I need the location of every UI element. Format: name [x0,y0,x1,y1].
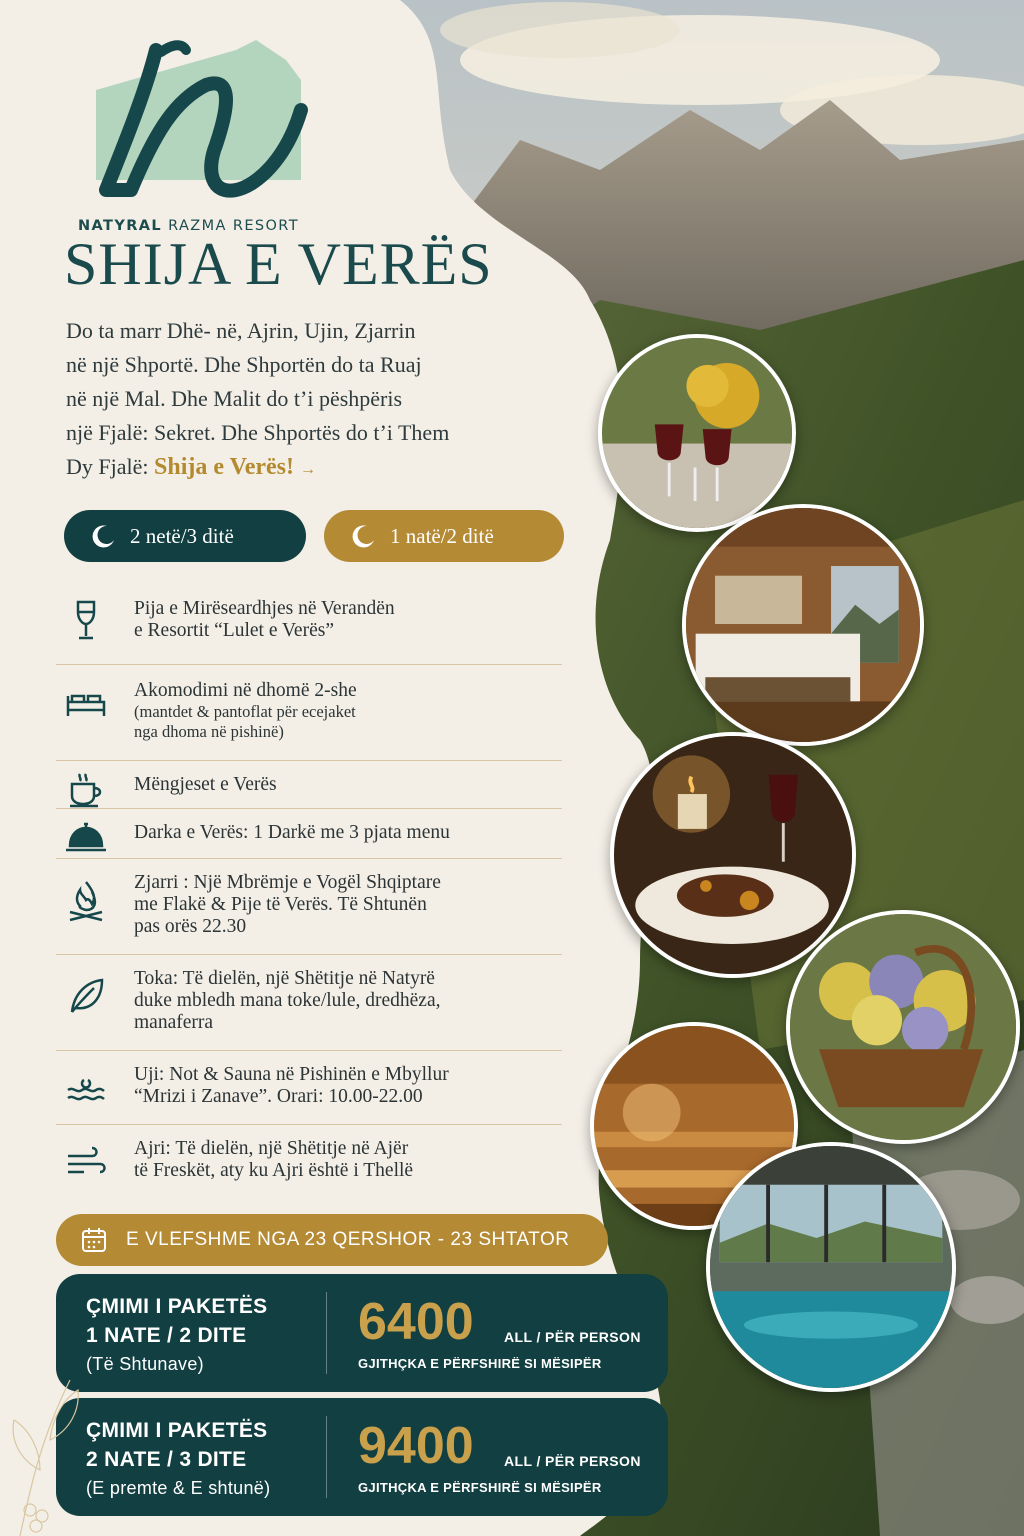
water-icon [64,1066,108,1110]
intro-highlight: Shija e Verës! [154,454,294,480]
photo-wine-glasses [598,334,796,532]
package-1-night-button[interactable]: 1 natë/2 ditë [324,510,564,562]
bed-icon [64,682,108,726]
brand-logo [78,30,338,234]
photo-dinner [610,732,856,978]
price-card-1-night: ÇMIMI I PAKETËS 1 NATE / 2 DITE (Të Shtunave) 6400 ALL / PËR PERSON GJITHÇKA E PËRFSHIRË SI MËSIPËR [56,1274,668,1392]
wine-glass-icon [64,598,108,642]
price-amount: 9400 [358,1417,474,1475]
moon-icon [90,523,116,549]
photo-hotel-room [682,504,924,746]
package-2-nights-button[interactable]: 2 netë/3 ditë [64,510,306,562]
page-title: SHIJA E VERËS [64,231,493,297]
coffee-cup-icon [64,766,108,810]
brand-name: NATYRAL RAZMA RESORT [78,218,299,234]
wind-icon [64,1140,108,1184]
arrow-icon: → [300,461,316,478]
photo-flower-basket [786,910,1020,1144]
moon-icon [350,523,376,549]
calendar-icon [80,1226,108,1254]
campfire-icon [64,878,108,922]
validity-banner: E VLEFSHME NGA 23 QERSHOR - 23 SHTATOR [56,1214,608,1266]
leaf-icon [64,974,108,1018]
photo-indoor-pool [706,1142,956,1392]
cloche-icon [64,814,108,858]
intro-paragraph: Do ta marr Dhë- në, Ajrin, Ujin, Zjarrin në një Shportë. Dhe Shportën do ta Ruaj në një Mal. Dhe Malit do t’i pëshpëris një Fjalë: Sekret. Dhe Shportës do t’i Them Dy Fjalë: Shija e Verës! → [66,318,450,480]
logo-n-mark [86,30,316,208]
price-card-2-nights: ÇMIMI I PAKETËS 2 NATE / 3 DITE (E premte & E shtunë) 9400 ALL / PËR PERSON GJITHÇKA E PËRFSHIRË SI MËSIPËR [56,1398,668,1516]
price-amount: 6400 [358,1293,474,1351]
botanical-line-art [0,1320,120,1536]
